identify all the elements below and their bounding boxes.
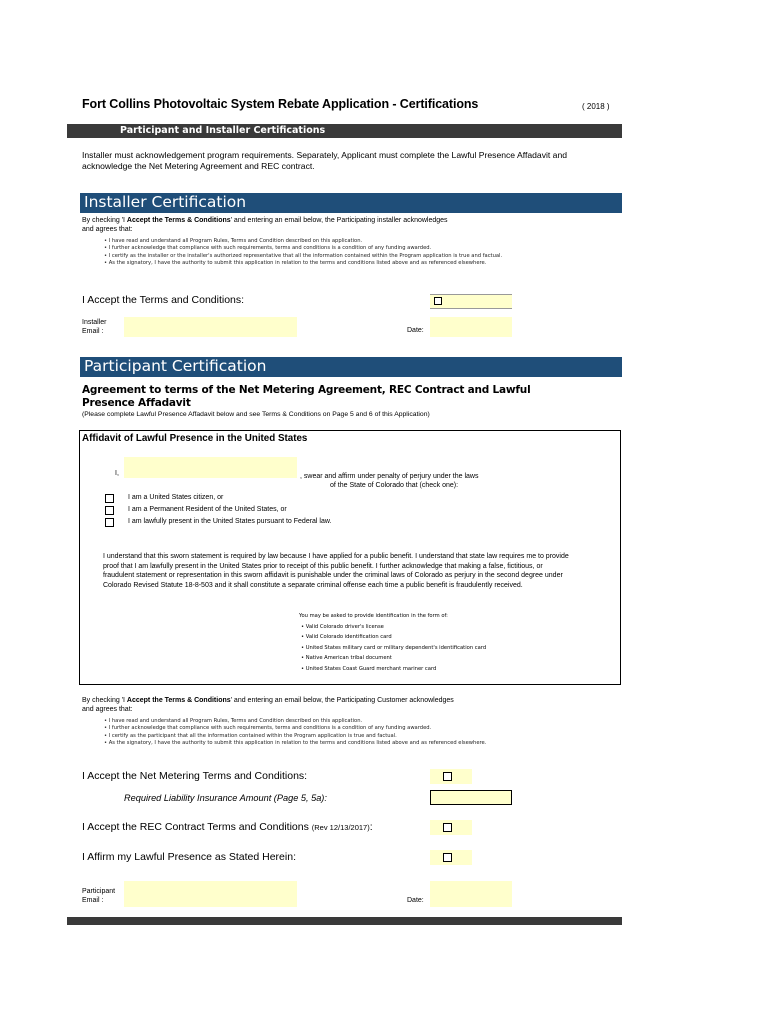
bottom-bar — [67, 917, 622, 925]
installer-bullet: • I further acknowledge that compliance with such requirements, terms and conditions is a condition of any funding awarded. — [104, 245, 432, 252]
section-bar-label: Participant and Installer Certifications — [120, 125, 326, 136]
affidavit-statement: I understand that this sworn statement is required by law because I have applied for a public benefit. I understand that state law requires me to provide proof that I am lawfully present in the United States prior to receipt of this public benefit. I further acknowledge that making a false, fictitious, or fraudulent statement or representation in this sworn affidavit is punishable under the criminal laws of Colorado as perjury in the second degree under Colorado Revised Statute 18-8-503 and it shall constitute a separate criminal offense each time a public benefit is fraudulently received. — [103, 553, 569, 589]
id-item: • Valid Colorado identification card — [301, 634, 392, 641]
id-item: • United States Coast Guard merchant mariner card — [301, 665, 437, 672]
installer-bullet: • I have read and understand all Program Rules, Terms and Condition described on this application. — [104, 238, 363, 244]
agreement-note: (Please complete Lawful Presence Affadavit below and see Terms & Conditions on Page 5 and 6 of this Application) — [82, 411, 430, 418]
installer-accept-label: I Accept the Terms and Conditions: — [82, 294, 245, 306]
installer-heading: Installer Certification — [84, 193, 247, 211]
lawfully-present-option-label: I am lawfully present in the United States pursuant to Federal law. — [128, 518, 332, 525]
net-metering-label: I Accept the Net Metering Terms and Conditions: — [82, 770, 308, 782]
permanent-resident-option-label: I am a Permanent Resident of the United States, or — [128, 506, 287, 513]
installer-date-field[interactable] — [430, 317, 512, 337]
lawfully-present-checkbox[interactable] — [105, 518, 114, 527]
year-label: ( 2018 ) — [582, 102, 610, 111]
customer-bullet: • As the signatory, I have the authority to submit this application in relation to the terms and conditions listed above and as referenced elsewhere. — [104, 739, 487, 746]
participant-email-label: Participant Email : — [82, 888, 116, 904]
customer-bullet: • I certify as the participant that all the information contained within the Program application is true and factual. — [104, 732, 397, 739]
customer-bullet: • I further acknowledge that compliance with such requirements, terms and conditions is a condition of any funding awarded. — [104, 725, 432, 732]
id-item: • United States military card or military dependent's identification card — [301, 644, 487, 651]
installer-bullet: • As the signatory, I have the authority to submit this application in relation to the terms and conditions listed above and as referenced elsewhere. — [104, 259, 487, 266]
participant-email-field[interactable] — [124, 881, 297, 907]
affidavit-i-label: I, — [115, 470, 119, 477]
affidavit-title: Affidavit of Lawful Presence in the United States — [82, 433, 308, 444]
page-title: Fort Collins Photovoltaic System Rebate Application - Certifications — [82, 97, 479, 111]
installer-bullet: • I certify as the installer or the installer's authorized representative that all the information contained within the Program application is true and factual. — [104, 252, 503, 259]
id-item: • Valid Colorado driver's license — [301, 623, 384, 630]
id-item: • Native American tribal document — [301, 655, 392, 662]
customer-bullet: • I have read and understand all Program Rules, Terms and Condition described on this application. — [104, 718, 363, 724]
affidavit-swear-2: of the State of Colorado that (check one): — [330, 482, 459, 489]
intro-text: Installer must acknowledgement program requirements. Separately, Applicant must complete the Lawful Presence Affadavit and acknowledge the Net Metering Agreement and REC contract. — [82, 150, 568, 171]
customer-by-checking: By checking 'I Accept the Terms & Conditions' and entering an email below, the Participating Customer acknowledges and agrees that: — [82, 697, 454, 713]
customer-bullets — [104, 718, 604, 747]
permanent-resident-checkbox[interactable] — [105, 506, 114, 515]
citizen-option-label: I am a United States citizen, or — [128, 494, 224, 501]
lawful-presence-checkbox[interactable] — [443, 853, 452, 862]
agreement-title: Agreement to terms of the Net Metering Agreement, REC Contract and Lawful Presence Affadavit — [82, 384, 531, 409]
id-list — [299, 611, 486, 675]
rec-checkbox[interactable] — [443, 823, 452, 832]
installer-bullets — [104, 238, 604, 267]
section-bar — [67, 124, 622, 138]
affidavit-swear-1: , swear and affirm under penalty of perjury under the laws — [300, 473, 479, 480]
liability-amount-field[interactable] — [430, 790, 512, 805]
liability-label: Required Liability Insurance Amount (Page 5, 5a): — [124, 793, 327, 803]
participant-date-field[interactable] — [430, 881, 512, 907]
rec-label: I Accept the REC Contract Terms and Conditions (Rev 12/13/2017): — [82, 821, 373, 833]
participant-heading-bar — [80, 357, 622, 377]
installer-date-label: Date: — [407, 327, 424, 334]
installer-email-label: Installer Email : — [82, 319, 107, 335]
divider — [430, 308, 512, 309]
citizen-checkbox[interactable] — [105, 494, 114, 503]
affidavit-name-field[interactable] — [124, 457, 297, 478]
participant-date-label: Date: — [407, 897, 424, 904]
installer-email-field[interactable] — [124, 317, 297, 337]
installer-heading-bar — [80, 193, 622, 213]
id-intro: You may be asked to provide identification in the form of: — [299, 613, 448, 619]
net-metering-checkbox[interactable] — [443, 772, 452, 781]
installer-accept-cell — [430, 295, 512, 308]
installer-by-checking: By checking 'I Accept the Terms & Conditions' and entering an email below, the Participating installer acknowledges and agrees that: — [82, 217, 448, 233]
participant-heading: Participant Certification — [84, 357, 267, 375]
lawful-presence-label: I Affirm my Lawful Presence as Stated Herein: — [82, 851, 296, 863]
installer-accept-checkbox[interactable] — [434, 297, 442, 305]
